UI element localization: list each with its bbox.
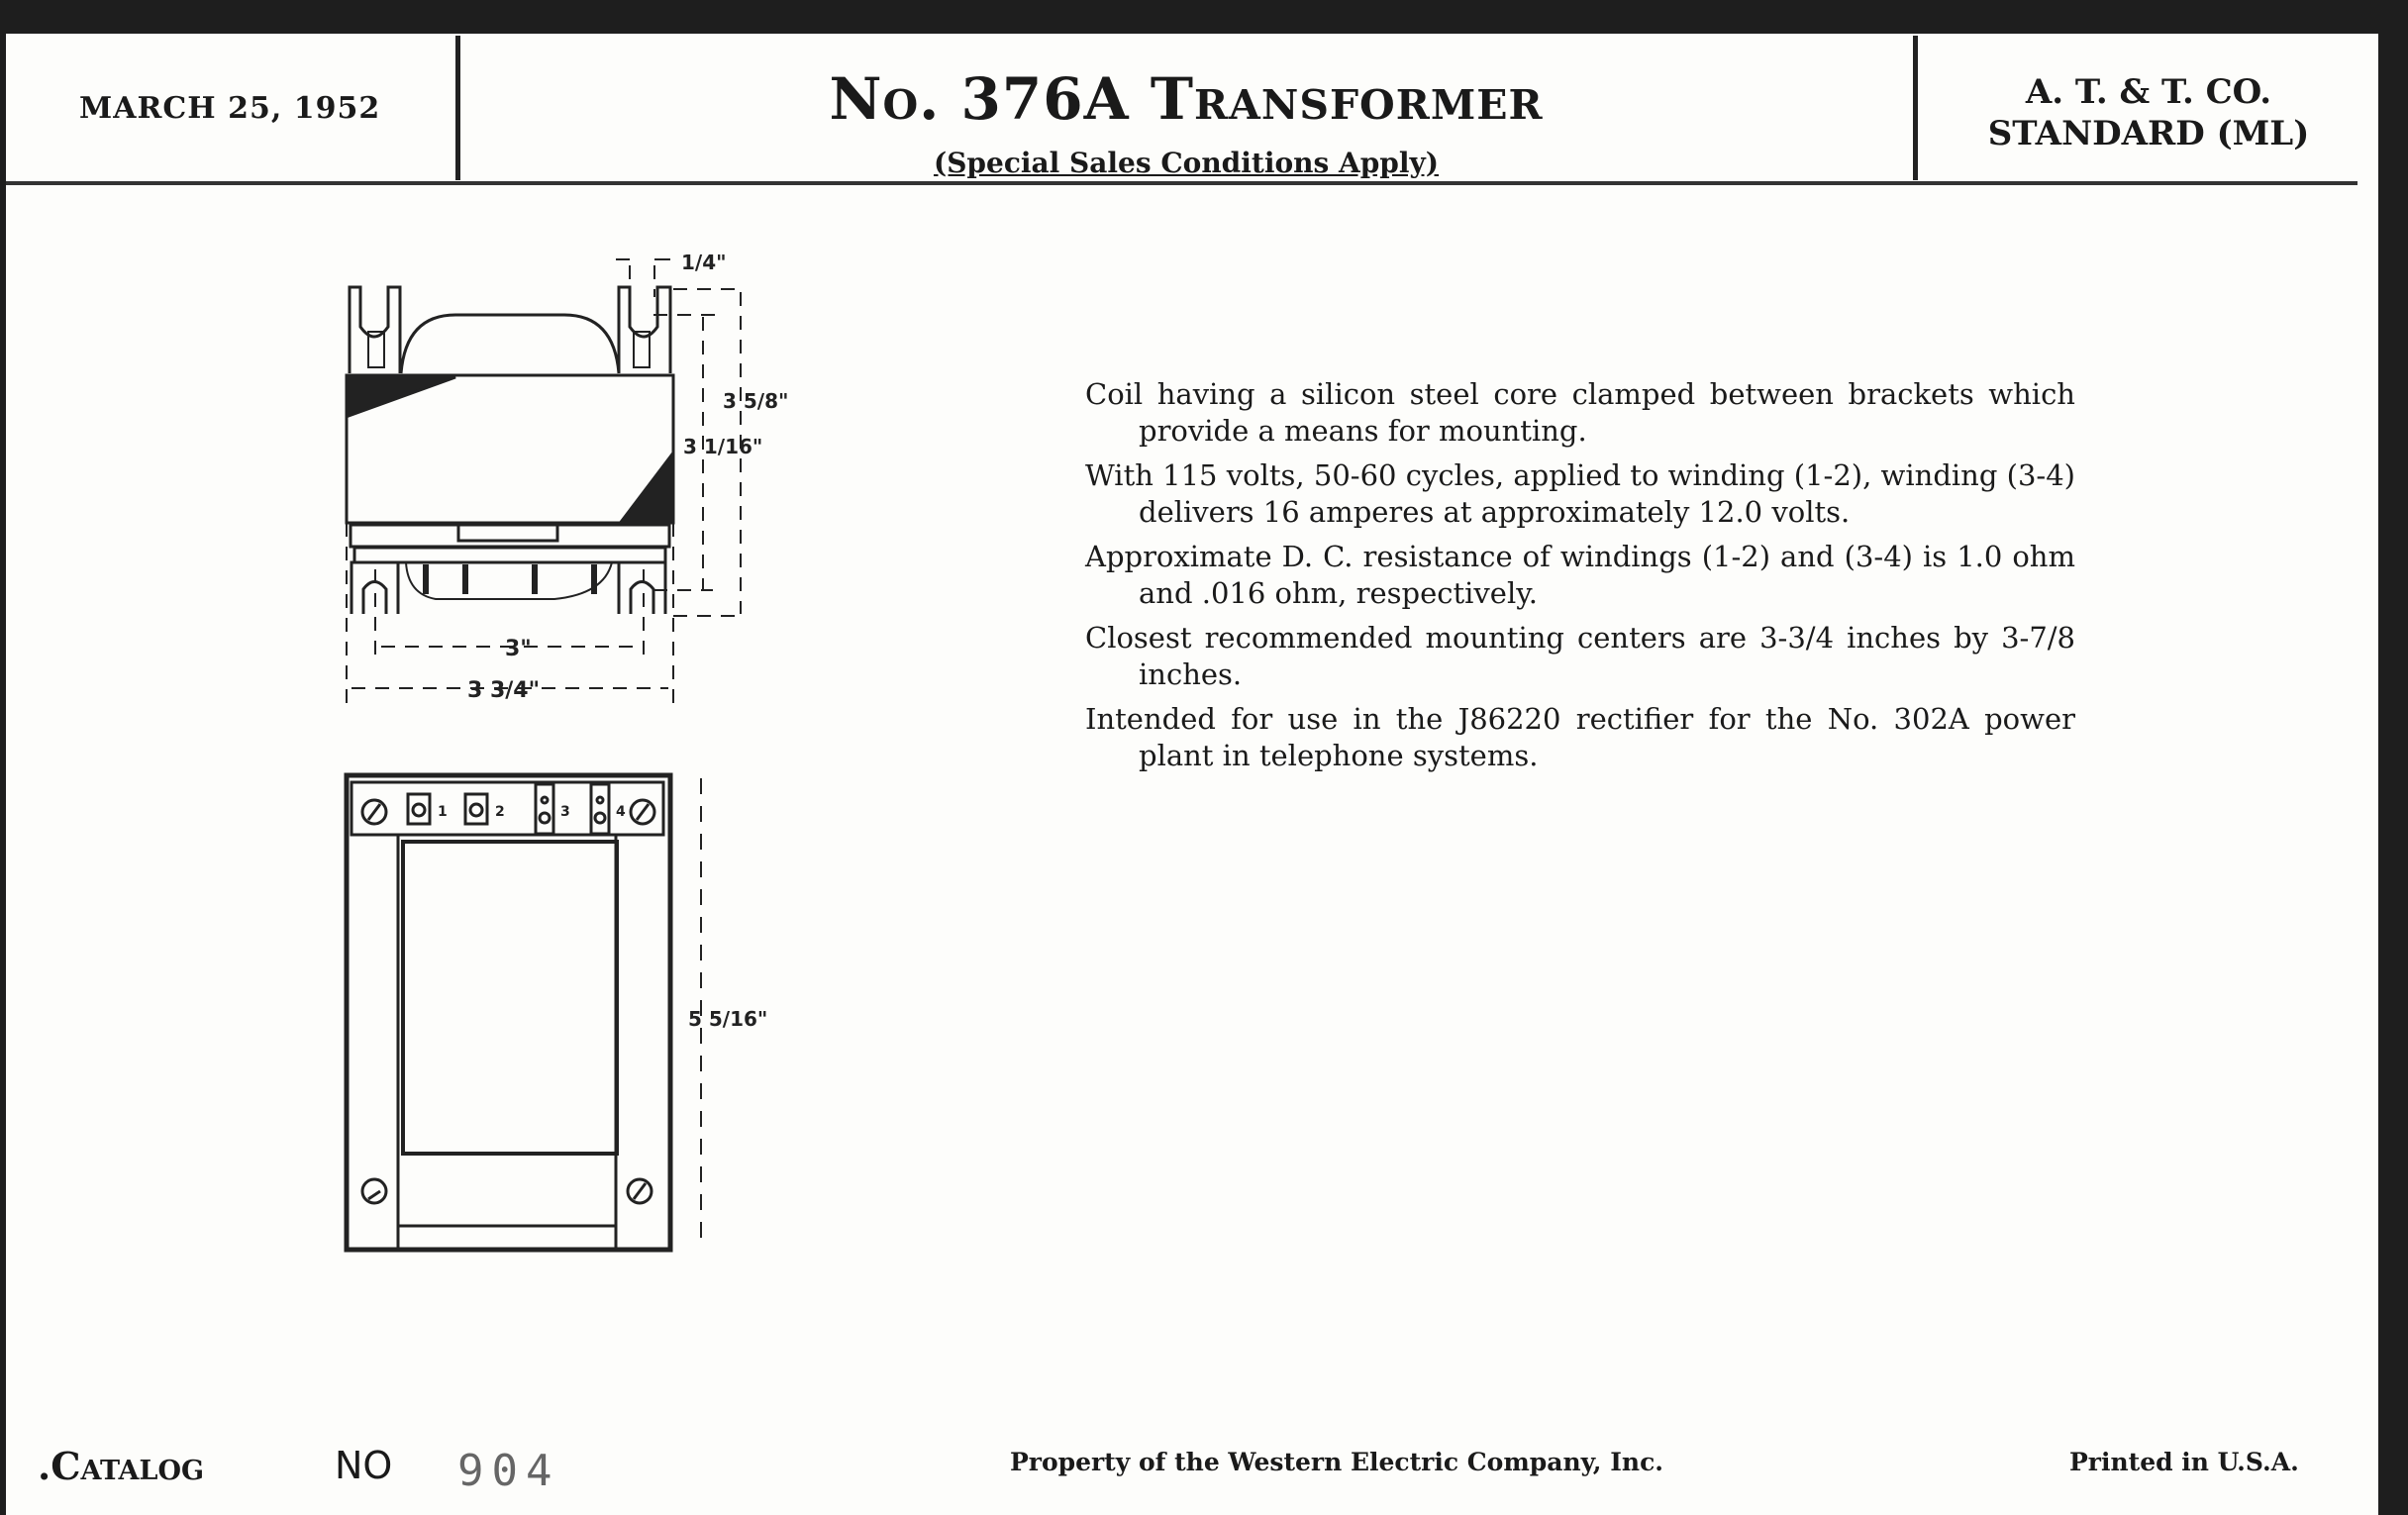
dim-3-5-8-inch: 3 5/8" [723, 389, 789, 413]
side-view-drawing [347, 251, 788, 703]
standard-line-1: A. T. & T. CO. [2025, 72, 2272, 112]
page-subtitle: (Special Sales Conditions Apply) [933, 147, 1440, 179]
dim-quarter-inch: 1/4" [681, 251, 727, 274]
description-paragraph: Coil having a silicon steel core clamped between brackets which provide a means for mounting. [1085, 377, 2075, 448]
terminal-1-label: 1 [438, 804, 448, 820]
top-view-drawing [347, 775, 767, 1250]
property-notice: Property of the Western Electric Company, Inc. [1009, 1448, 1663, 1476]
sheet-date: MARCH 25, 1952 [79, 91, 381, 126]
catalog-no-label: NO [335, 1444, 393, 1487]
description-paragraph: Intended for use in the J86220 rectifier for the No. 302A power plant in telephone systems. [1085, 702, 2075, 772]
page-title: No. 376A Transformer [829, 65, 1544, 133]
description-paragraph: Closest recommended mounting centers are 3-3/4 inches by 3-7/8 inches. [1085, 621, 2075, 691]
terminal-3-label: 3 [560, 804, 570, 820]
catalog-number: 904 [457, 1446, 560, 1496]
description-paragraph: Approximate D. C. resistance of windings (1-2) and (3-4) is 1.0 ohm and .016 ohm, respectively. [1085, 540, 2075, 610]
description [1085, 376, 2075, 782]
dim-3-3-4-inch: 3 3/4" [467, 678, 541, 703]
description-paragraph: With 115 volts, 50-60 cycles, applied to winding (1-2), winding (3-4) delivers 16 amperes at approximately 12.0 volts. [1085, 458, 2075, 529]
terminal-4-label: 4 [616, 804, 626, 820]
dim-3-inch: 3" [505, 637, 532, 661]
printed-in-notice: Printed in U.S.A. [2069, 1448, 2299, 1476]
dim-5-5-16-inch: 5 5/16" [688, 1007, 768, 1031]
standard-line-2: STANDARD (ML) [1987, 114, 2310, 153]
catalog-label: .Catalog [38, 1444, 205, 1488]
dim-3-1-16-inch: 3 1/16" [683, 435, 763, 458]
terminal-2-label: 2 [495, 804, 505, 820]
